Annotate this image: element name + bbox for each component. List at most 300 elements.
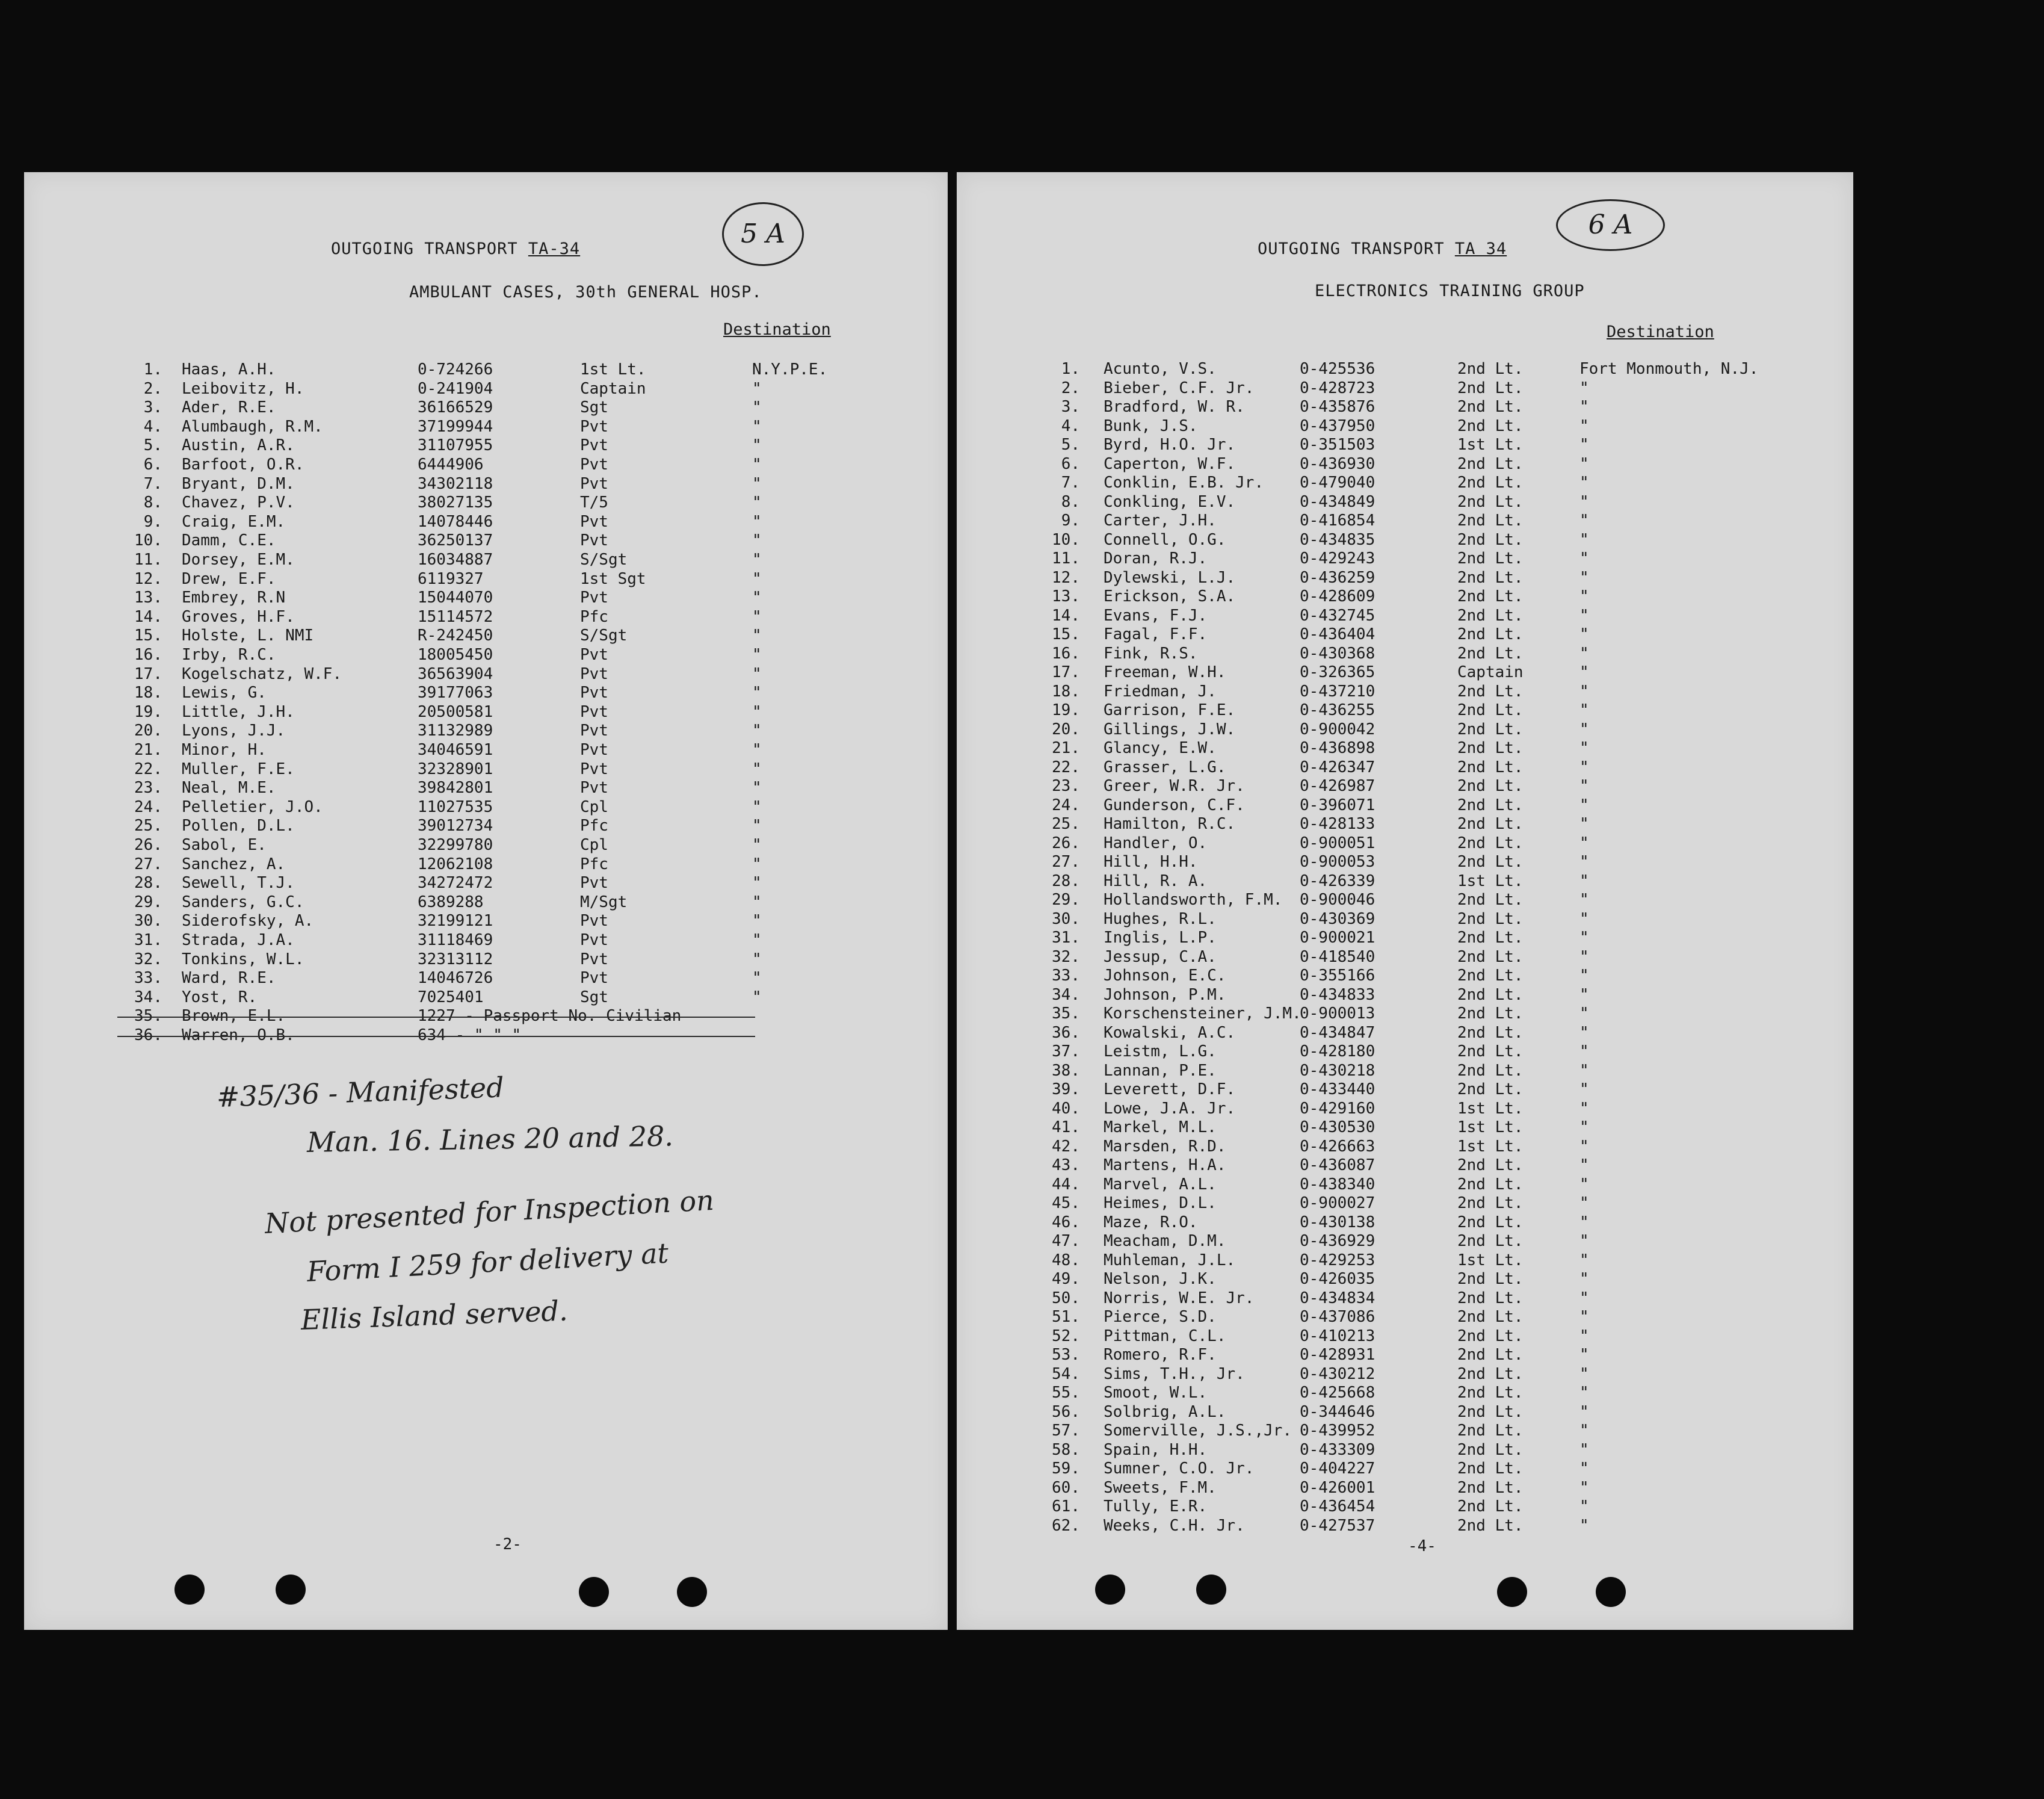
row-number: 62.	[1052, 1516, 1080, 1535]
row-number: 1.	[1061, 360, 1080, 378]
rank: 2nd Lt.	[1457, 474, 1524, 492]
rank: 2nd Lt.	[1457, 512, 1524, 530]
rank: Pvt	[580, 760, 608, 778]
destination: "	[752, 494, 762, 512]
destination: "	[1579, 550, 1589, 568]
serial-number: 0-436255	[1300, 701, 1376, 719]
destination: "	[752, 379, 762, 398]
row-number: 9.	[1061, 512, 1080, 530]
row-number: 38.	[1052, 1061, 1080, 1080]
serial-number: 37199944	[418, 417, 493, 436]
rank: 1st Lt.	[1457, 872, 1524, 890]
destination: "	[752, 855, 762, 873]
row-number: 6.	[143, 456, 162, 474]
person-name: Grasser, L.G.	[1104, 758, 1226, 776]
row-number: 35.	[134, 1007, 162, 1026]
person-name: Sabol, E.	[182, 836, 267, 854]
binder-hole	[276, 1575, 306, 1605]
rank: Pvt	[580, 684, 608, 702]
serial-number: 31107955	[418, 436, 493, 455]
rank: 2nd Lt.	[1457, 1440, 1524, 1459]
destination: "	[1579, 1080, 1589, 1098]
serial-number: 0-437950	[1300, 416, 1376, 435]
row-number: 36.	[134, 1026, 162, 1044]
destination: "	[1579, 985, 1589, 1004]
person-name: Leistm, L.G.	[1104, 1042, 1217, 1061]
destination: "	[1579, 454, 1589, 473]
row-number: 48.	[1052, 1251, 1080, 1269]
destination: "	[1579, 1497, 1589, 1516]
row-number: 29.	[1052, 891, 1080, 909]
person-name: Pierce, S.D.	[1104, 1308, 1217, 1326]
row-number: 56.	[1052, 1402, 1080, 1421]
person-name: Connell, O.G.	[1104, 530, 1226, 549]
transport-number: TA 34	[1454, 240, 1507, 258]
serial-number: 0-425668	[1300, 1384, 1376, 1402]
rank: Pvt	[580, 664, 608, 683]
destination: "	[752, 969, 762, 988]
row-number: 20.	[1052, 720, 1080, 738]
rank: Pvt	[580, 589, 608, 607]
serial-number: 0-436930	[1300, 454, 1376, 473]
rank: 2nd Lt.	[1457, 1023, 1524, 1042]
serial-number: 0-434835	[1300, 530, 1376, 549]
destination: "	[1579, 834, 1589, 852]
serial-number: 0-404227	[1300, 1460, 1376, 1478]
rank: Pvt	[580, 912, 608, 930]
destination: "	[1579, 625, 1589, 643]
serial-number: 0-428723	[1300, 379, 1376, 397]
serial-number: 0-437210	[1300, 682, 1376, 701]
destination: "	[1579, 398, 1589, 416]
destination: "	[752, 398, 762, 417]
person-name: Gunderson, C.F.	[1104, 796, 1245, 814]
serial-number: 39177063	[418, 684, 493, 702]
rank: 2nd Lt.	[1457, 985, 1524, 1004]
person-name: Norris, W.E. Jr.	[1104, 1289, 1255, 1307]
serial-number: 14078446	[418, 512, 493, 531]
rank: 2nd Lt.	[1457, 1497, 1524, 1516]
rank: 1st Lt.	[1457, 1099, 1524, 1118]
person-name: Tully, E.R.	[1104, 1497, 1208, 1516]
serial-number: 7025401	[418, 988, 484, 1006]
destination: "	[752, 950, 762, 968]
rank: 2nd Lt.	[1457, 720, 1524, 738]
rank: 2nd Lt.	[1457, 379, 1524, 397]
person-name: Inglis, L.P.	[1104, 929, 1217, 947]
destination: "	[752, 741, 762, 759]
person-name: Groves, H.F.	[182, 607, 295, 626]
destination: Fort Monmouth, N.J.	[1579, 360, 1759, 378]
person-name: Siderofsky, A.	[182, 912, 314, 930]
page-title: OUTGOING TRANSPORT TA-34	[331, 240, 581, 258]
row-number: 58.	[1052, 1440, 1080, 1459]
row-number: 2.	[1061, 379, 1080, 397]
row-number: 40.	[1052, 1099, 1080, 1118]
serial-number: 0-426663	[1300, 1137, 1376, 1156]
serial-number: 0-428609	[1300, 587, 1376, 605]
page-number: -2-	[493, 1535, 522, 1553]
person-name: Conklin, E.B. Jr.	[1104, 474, 1264, 492]
rank: 1st Lt.	[1457, 1251, 1524, 1269]
rank: 2nd Lt.	[1457, 587, 1524, 605]
person-name: Hill, H.H.	[1104, 853, 1198, 871]
person-name: Acunto, V.S.	[1104, 360, 1217, 378]
binder-hole	[1095, 1575, 1125, 1605]
rank: 2nd Lt.	[1457, 360, 1524, 378]
row-number: 33.	[1052, 967, 1080, 985]
serial-number: 11027535	[418, 797, 493, 816]
row-number: 17.	[134, 664, 162, 683]
serial-number: 0-428133	[1300, 815, 1376, 833]
rank: 2nd Lt.	[1457, 550, 1524, 568]
serial-number: 15044070	[418, 589, 493, 607]
rank: 2nd Lt.	[1457, 1156, 1524, 1174]
destination: "	[752, 569, 762, 588]
destination: "	[1579, 436, 1589, 454]
rank: Pvt	[580, 950, 608, 968]
rank: 2nd Lt.	[1457, 1364, 1524, 1383]
destination: "	[752, 931, 762, 949]
row-number: 11.	[134, 551, 162, 569]
rank: 2nd Lt.	[1457, 1308, 1524, 1326]
row-number: 16.	[1052, 644, 1080, 663]
person-name: Lewis, G.	[182, 684, 267, 702]
page-subtitle: ELECTRONICS TRAINING GROUP	[1315, 282, 1585, 300]
person-name: Fagal, F.F.	[1104, 625, 1208, 643]
person-name: Sanchez, A.	[182, 855, 286, 873]
serial-number: 0-435876	[1300, 398, 1376, 416]
row-number: 30.	[1052, 909, 1080, 928]
serial-number: 0-900042	[1300, 720, 1376, 738]
rank: M/Sgt	[580, 893, 628, 911]
handwritten-note: Form I 259 for delivery at	[306, 1236, 670, 1288]
person-name: Sweets, F.M.	[1104, 1478, 1217, 1497]
row-number: 34.	[134, 988, 162, 1006]
row-number: 21.	[134, 741, 162, 759]
rank: 2nd Lt.	[1457, 1080, 1524, 1098]
person-name: Brown, E.L.	[182, 1007, 286, 1026]
person-name: Little, J.H.	[182, 702, 295, 721]
serial-number: 34046591	[418, 741, 493, 759]
rank: 2nd Lt.	[1457, 1327, 1524, 1345]
rank: 2nd Lt.	[1457, 492, 1524, 511]
row-number: 53.	[1052, 1346, 1080, 1364]
serial-number: 0-436259	[1300, 568, 1376, 587]
person-name: Bunk, J.S.	[1104, 416, 1198, 435]
destination: "	[1579, 777, 1589, 795]
serial-number: 20500581	[418, 702, 493, 721]
rank: 2nd Lt.	[1457, 568, 1524, 587]
person-name: Hollandsworth, F.M.	[1104, 891, 1283, 909]
row-number: 9.	[143, 512, 162, 531]
person-name: Friedman, J.	[1104, 682, 1217, 701]
handwritten-note: Man. 16. Lines 20 and 28.	[306, 1119, 674, 1159]
rank: 1st Lt.	[1457, 436, 1524, 454]
serial-number: 0-436454	[1300, 1497, 1376, 1516]
serial-number: 0-428931	[1300, 1346, 1376, 1364]
destination: "	[1579, 1440, 1589, 1459]
serial-number: 34302118	[418, 474, 493, 493]
row-number: 41.	[1052, 1118, 1080, 1136]
row-number: 3.	[1061, 398, 1080, 416]
person-name: Chavez, P.V.	[182, 494, 295, 512]
destination: "	[1579, 568, 1589, 587]
binder-hole	[174, 1575, 205, 1605]
serial-number: 0-433309	[1300, 1440, 1376, 1459]
binder-hole	[1596, 1577, 1626, 1607]
destination: "	[1579, 1137, 1589, 1156]
rank: 1st Lt.	[1457, 1118, 1524, 1136]
row-number: 8.	[143, 494, 162, 512]
row-number: 18.	[134, 684, 162, 702]
person-name: Dorsey, E.M.	[182, 551, 295, 569]
destination: "	[752, 874, 762, 893]
serial-number: 0-429243	[1300, 550, 1376, 568]
row-number: 35.	[1052, 1005, 1080, 1023]
person-name: Drew, E.F.	[182, 569, 276, 588]
row-number: 5.	[143, 436, 162, 455]
row-number: 17.	[1052, 663, 1080, 681]
rank: 2nd Lt.	[1457, 398, 1524, 416]
person-name: Hughes, R.L.	[1104, 909, 1217, 928]
person-name: Korschensteiner, J.M.	[1104, 1005, 1301, 1023]
destination: "	[1579, 1023, 1589, 1042]
serial-number: 36563904	[418, 664, 493, 683]
person-name: Carter, J.H.	[1104, 512, 1217, 530]
rank: Pfc	[580, 817, 608, 835]
rank: 1st Lt.	[580, 361, 646, 379]
binder-hole	[1196, 1575, 1226, 1605]
person-name: Dylewski, L.J.	[1104, 568, 1236, 587]
person-name: Garrison, F.E.	[1104, 701, 1236, 719]
rank: 2nd Lt.	[1457, 1422, 1524, 1440]
rank: 2nd Lt.	[1457, 701, 1524, 719]
person-name: Austin, A.R.	[182, 436, 295, 455]
rank: 2nd Lt.	[1457, 947, 1524, 966]
serial-number: 0-436087	[1300, 1156, 1376, 1174]
row-number: 10.	[1052, 530, 1080, 549]
row-number: 28.	[134, 874, 162, 893]
rank: 2nd Lt.	[1457, 454, 1524, 473]
serial-number: 0-437086	[1300, 1308, 1376, 1326]
row-number: 13.	[134, 589, 162, 607]
serial-number: 0-439952	[1300, 1422, 1376, 1440]
row-number: 49.	[1052, 1270, 1080, 1288]
person-name: Gillings, J.W.	[1104, 720, 1236, 738]
rank: 2nd Lt.	[1457, 644, 1524, 663]
serial-number: 0-426987	[1300, 777, 1376, 795]
row-number: 15.	[134, 627, 162, 645]
row-number: 18.	[1052, 682, 1080, 701]
row-number: 7.	[143, 474, 162, 493]
destination: "	[752, 893, 762, 911]
person-name: Kogelschatz, W.F.	[182, 664, 342, 683]
destination: "	[1579, 1402, 1589, 1421]
rank: 2nd Lt.	[1457, 853, 1524, 871]
row-number: 37.	[1052, 1042, 1080, 1061]
person-name: Alumbaugh, R.M.	[182, 417, 323, 436]
person-name: Damm, C.E.	[182, 531, 276, 550]
row-number: 44.	[1052, 1175, 1080, 1194]
serial-number: 32299780	[418, 836, 493, 854]
row-number: 10.	[134, 531, 162, 550]
person-name: Romero, R.F.	[1104, 1346, 1217, 1364]
destination-header: Destination	[723, 320, 831, 339]
person-name: Marsden, R.D.	[1104, 1137, 1226, 1156]
destination: "	[752, 702, 762, 721]
rank: 2nd Lt.	[1457, 625, 1524, 643]
row-number: 2.	[143, 379, 162, 398]
destination: "	[1579, 1005, 1589, 1023]
destination: "	[1579, 416, 1589, 435]
handwritten-note: #35/36 - Manifested	[216, 1071, 505, 1113]
row-number: 12.	[134, 569, 162, 588]
serial-number: 6389288	[418, 893, 484, 911]
serial-number: 16034887	[418, 551, 493, 569]
circled-page-mark: 5 A	[722, 202, 804, 266]
rank: Pvt	[580, 531, 608, 550]
destination: "	[1579, 682, 1589, 701]
person-name: Markel, M.L.	[1104, 1118, 1217, 1136]
row-number: 25.	[134, 817, 162, 835]
serial-number: 0-326365	[1300, 663, 1376, 681]
person-name: Somerville, J.S.,Jr.	[1104, 1422, 1292, 1440]
person-name: Lowe, J.A. Jr.	[1104, 1099, 1236, 1118]
binder-hole	[677, 1577, 707, 1607]
row-number: 14.	[1052, 606, 1080, 625]
row-number: 4.	[143, 417, 162, 436]
rank: Captain	[580, 379, 646, 398]
person-name: Craig, E.M.	[182, 512, 286, 531]
serial-number: 0-479040	[1300, 474, 1376, 492]
row-number: 50.	[1052, 1289, 1080, 1307]
destination: "	[1579, 1118, 1589, 1136]
row-number: 47.	[1052, 1232, 1080, 1250]
serial-number: 0-426001	[1300, 1478, 1376, 1497]
row-number: 13.	[1052, 587, 1080, 605]
destination: "	[752, 779, 762, 797]
destination: "	[1579, 587, 1589, 605]
person-name: Leverett, D.F.	[1104, 1080, 1236, 1098]
serial-number: 0-426035	[1300, 1270, 1376, 1288]
person-name: Fink, R.S.	[1104, 644, 1198, 663]
rank: Sgt	[580, 988, 608, 1006]
rank: 2nd Lt.	[1457, 1194, 1524, 1212]
rank: 2nd Lt.	[1457, 1384, 1524, 1402]
destination: "	[1579, 492, 1589, 511]
rank: 2nd Lt.	[1457, 758, 1524, 776]
destination: "	[1579, 663, 1589, 681]
person-name: Sims, T.H., Jr.	[1104, 1364, 1245, 1383]
rank: 2nd Lt.	[1457, 929, 1524, 947]
person-name: Glancy, E.W.	[1104, 739, 1217, 757]
destination: "	[1579, 1516, 1589, 1535]
row-number: 20.	[134, 722, 162, 740]
serial-number: 0-426339	[1300, 872, 1376, 890]
rank: 2nd Lt.	[1457, 1175, 1524, 1194]
serial-number: 0-429253	[1300, 1251, 1376, 1269]
destination: "	[752, 436, 762, 455]
destination: "	[1579, 1346, 1589, 1364]
rank: Pvt	[580, 702, 608, 721]
row-number: 19.	[134, 702, 162, 721]
row-number: 5.	[1061, 436, 1080, 454]
binder-hole	[1497, 1577, 1527, 1607]
serial-number: 0-425536	[1300, 360, 1376, 378]
rank: 2nd Lt.	[1457, 739, 1524, 757]
person-name: Pollen, D.L.	[182, 817, 295, 835]
person-name: Sanders, G.C.	[182, 893, 304, 911]
person-name: Doran, R.J.	[1104, 550, 1208, 568]
person-name: Muller, F.E.	[182, 760, 295, 778]
destination: "	[752, 646, 762, 664]
person-name: Irby, R.C.	[182, 646, 276, 664]
person-name: Haas, A.H.	[182, 361, 276, 379]
rank: Pvt	[580, 741, 608, 759]
destination: "	[1579, 967, 1589, 985]
destination: "	[1579, 606, 1589, 625]
rank: S/Sgt	[580, 627, 628, 645]
rank: 2nd Lt.	[1457, 1402, 1524, 1421]
person-name: Bieber, C.F. Jr.	[1104, 379, 1255, 397]
destination: N.Y.P.E.	[752, 361, 828, 379]
rank: Sgt	[580, 398, 608, 417]
rank: Pvt	[580, 779, 608, 797]
person-name: Martens, H.A.	[1104, 1156, 1226, 1174]
serial-number: 0-436404	[1300, 625, 1376, 643]
destination: "	[752, 474, 762, 493]
serial-number: 0-900027	[1300, 1194, 1376, 1212]
rank: Pvt	[580, 436, 608, 455]
destination: "	[1579, 1099, 1589, 1118]
row-number: 27.	[134, 855, 162, 873]
destination: "	[752, 912, 762, 930]
person-name: Barfoot, O.R.	[182, 456, 304, 474]
row-number: 42.	[1052, 1137, 1080, 1156]
serial-number: 39012734	[418, 817, 493, 835]
serial-number: 18005450	[418, 646, 493, 664]
rank: Pvt	[580, 417, 608, 436]
destination: "	[1579, 891, 1589, 909]
row-number: 30.	[134, 912, 162, 930]
destination: "	[1579, 929, 1589, 947]
rank: Pvt	[580, 512, 608, 531]
destination: "	[1579, 701, 1589, 719]
serial-number: 0-410213	[1300, 1327, 1376, 1345]
serial-number: 0-396071	[1300, 796, 1376, 814]
rank: 2nd Lt.	[1457, 891, 1524, 909]
page-subtitle: AMBULANT CASES, 30th GENERAL HOSP.	[409, 283, 762, 302]
rank: Pfc	[580, 855, 608, 873]
rank: 2nd Lt.	[1457, 1213, 1524, 1231]
person-name: Warren, O.B.	[182, 1026, 295, 1044]
left-page	[24, 172, 948, 1630]
row-number: 26.	[1052, 834, 1080, 852]
rank: 2nd Lt.	[1457, 682, 1524, 701]
row-number: 32.	[134, 950, 162, 968]
row-number: 52.	[1052, 1327, 1080, 1345]
destination: "	[1579, 644, 1589, 663]
row-number: 8.	[1061, 492, 1080, 511]
row-number: 28.	[1052, 872, 1080, 890]
person-name: Freeman, W.H.	[1104, 663, 1226, 681]
rank: 2nd Lt.	[1457, 815, 1524, 833]
rank: 2nd Lt.	[1457, 1460, 1524, 1478]
serial-number: 0-430369	[1300, 909, 1376, 928]
row-number: 31.	[134, 931, 162, 949]
person-name: Spain, H.H.	[1104, 1440, 1208, 1459]
